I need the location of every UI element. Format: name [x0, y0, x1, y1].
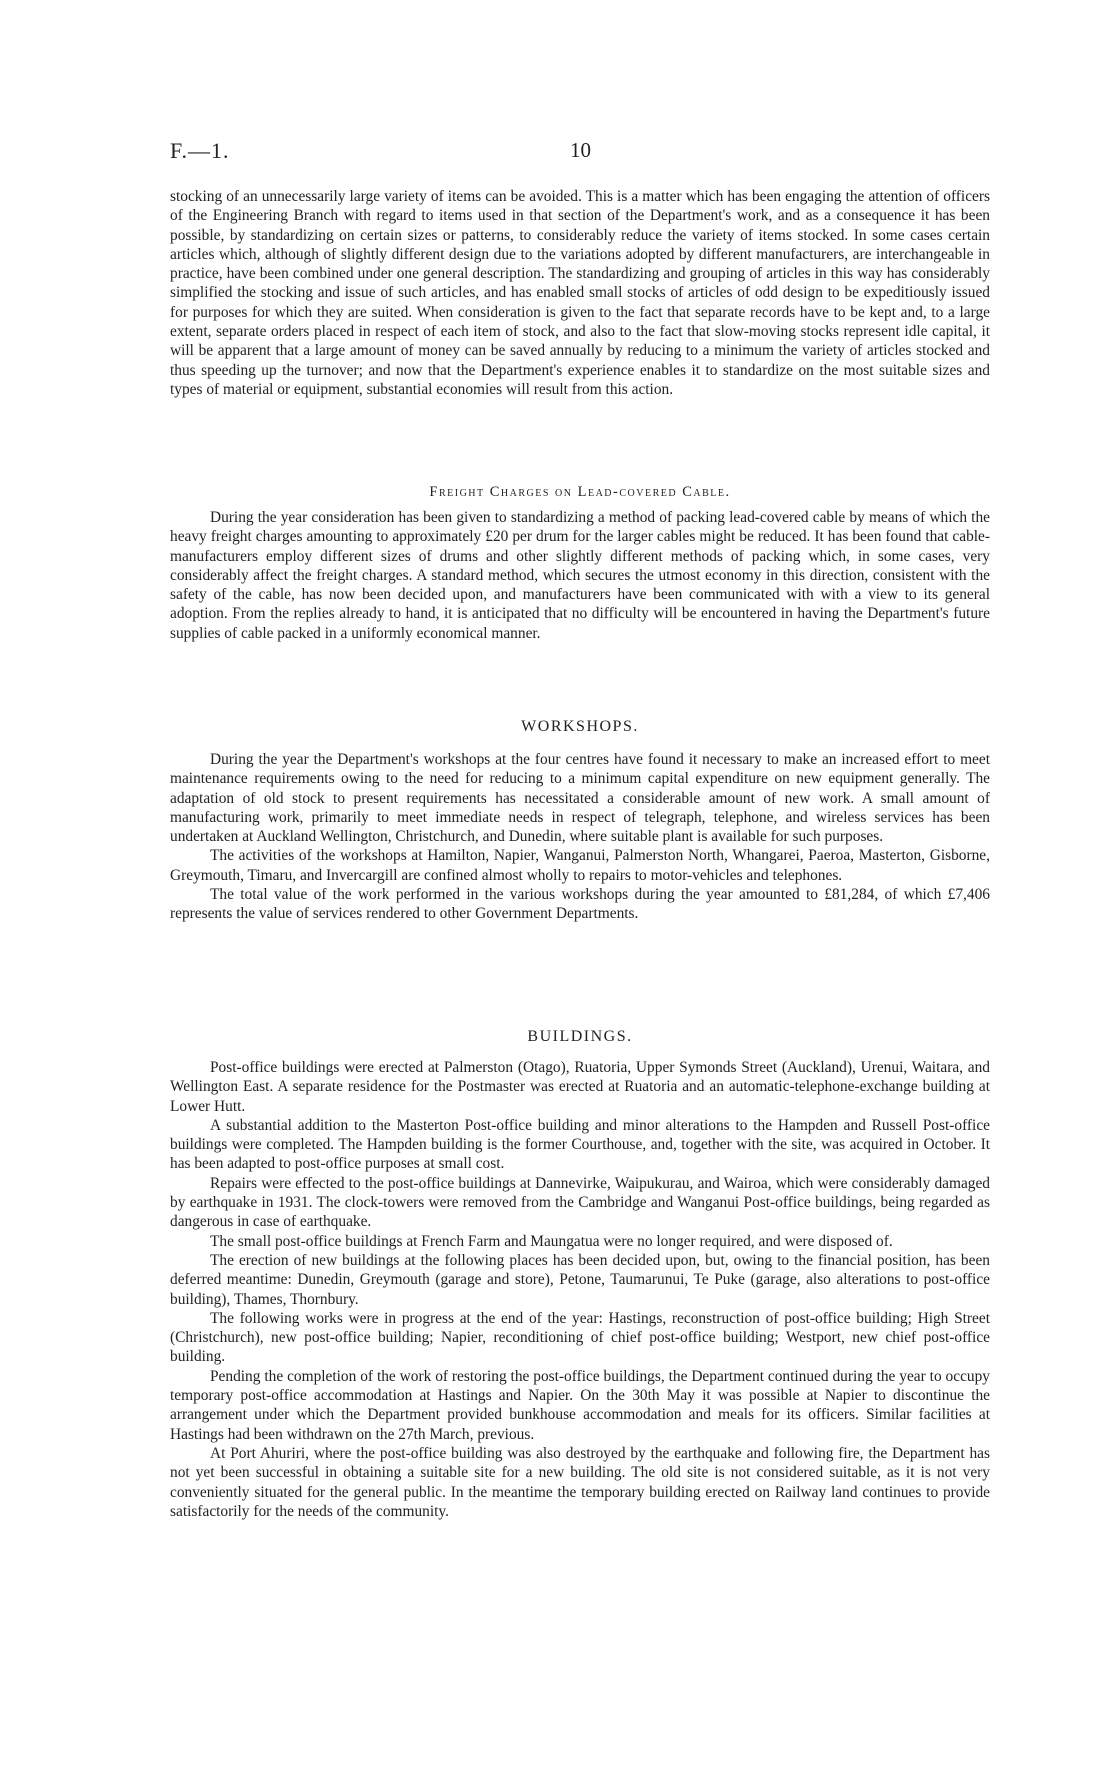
buildings-heading: BUILDINGS.: [527, 1028, 633, 1045]
buildings-paragraph: The small post-office buildings at French Farm and Maungatua were no longer required, and were disposed of.: [210, 1232, 893, 1250]
workshops-section: [170, 750, 990, 924]
buildings-paragraph: Repairs were effected to the post-office buildings at Dannevirke, Waipukurau, and Wairoa, which were considerably damaged by earthquake in 1931. The clock-towers were removed from the Cambridge and Wanganui Post-office buildings, being regarded as dangerous in case of earthquake.: [170, 1174, 990, 1231]
freight-paragraph: During the year consideration has been given to standardizing a method of packing lead-covered cable by means of which the heavy freight charges amounting to approximately £20 per drum for the larger cables might be reduced. It has been found that cable-manufacturers employ different sizes of drums and other slightly different methods of packing which, in some cases, very considerably affect the freight charges. A standard method, which secures the utmost economy in this direction, consistent with the safety of the cable, has now been decided upon, and manufacturers have been communicated with with a view to its general adoption. From the replies already to hand, it is anticipated that no difficulty will be encountered in having the Department's future supplies of cable packed in a uniformly economical manner.: [170, 509, 990, 642]
buildings-paragraph: A substantial addition to the Masterton Post-office building and minor alterations to the Hampden and Russell Post-office buildings were completed. The Hampden building is the former Courthouse, and, together with the site, was acquired in October. It has been adapted to post-office purposes at small cost.: [170, 1116, 990, 1173]
buildings-paragraph: The following works were in progress at the end of the year: Hastings, reconstruction of post-office building; High Street (Christchurch), new post-office building; Napier, reconditioning of chief post-office building; Westport, new chief post-office building.: [170, 1309, 990, 1366]
intro-paragraph: stocking of an unnecessarily large variety of items can be avoided. This is a matter which has been engaging the attention of officers of the Engineering Branch with regard to items used in that section of the Department's work, and as a consequence it has been possible, by standardizing on certain sizes or patterns, to considerably reduce the variety of items stocked. In some cases certain articles which, although of slightly different design due to the variations adopted by different manufacturers, are interchangeable in practice, have been combined under one general description. The standardizing and grouping of articles in this way has considerably simplified the stocking and issue of such articles, and has enabled small stocks of articles of odd design to be expeditiously issued for purposes for which they are suited. When consideration is given to the fact that separate records have to be kept and, to a large extent, separate orders placed in respect of each item of stock, and also to the fact that slow-moving stocks represent idle capital, it will be apparent that a large amount of money can be saved annually by reducing to a minimum the variety of articles stocked and thus speeding up the turnover; and now that the Department's experience enables it to standardize on the most suitable sizes and types of material or equipment, substantial economies will result from this action.: [170, 188, 990, 398]
page-header: [170, 138, 990, 168]
document-code: F.—1.: [170, 138, 230, 163]
workshops-heading: WORKSHOPS.: [521, 718, 639, 735]
buildings-paragraph: Post-office buildings were erected at Palmerston (Otago), Ruatoria, Upper Symonds Street (Auckland), Urenui, Waitara, and Wellington East. A separate residence for the Postmaster was erected at Ruatoria and an automatic-telephone-exchange building at Lower Hutt.: [170, 1059, 990, 1115]
workshops-paragraph: During the year the Department's workshops at the four centres have found it necessary to make an increased effort to meet maintenance requirements owing to the need for reducing to a minimum capital expenditure on new equipment generally. The adaptation of old stock to present requirements has necessitated a considerable amount of new work. A small amount of manufacturing work, primarily to meet immediate needs in respect of telegraph, telephone, and wireless services has been undertaken at Auckland Wellington, Christchurch, and Dunedin, where suitable plant is available for such purposes.: [170, 751, 990, 846]
intro-section: [170, 187, 990, 399]
buildings-section: [170, 1058, 990, 1521]
freight-heading: Freight Charges on Lead-covered Cable.: [429, 484, 731, 500]
workshops-paragraph: The total value of the work performed in the various workshops during the year amounted to £81,284, of which £7,406 represents the value of services rendered to other Government Departments.: [170, 886, 990, 923]
buildings-paragraph: Pending the completion of the work of restoring the post-office buildings, the Department continued during the year to occupy temporary post-office accommodation at Hastings and Napier. On the 30th May it was possible at Napier to discontinue the arrangement under which the Department provided bunkhouse accommodation and meals for its officers. Similar facilities at Hastings had been withdrawn on the 27th March, previous.: [170, 1367, 990, 1443]
freight-section: [170, 508, 990, 643]
workshops-paragraph: The activities of the workshops at Hamilton, Napier, Wanganui, Palmerston North, Whangarei, Paeroa, Masterton, Gisborne, Greymouth, Timaru, and Invercargill are confined almost wholly to repairs to motor-vehicles and telephones.: [170, 847, 990, 884]
buildings-paragraph: The erection of new buildings at the following places has been decided upon, but, owing to the financial position, has been deferred meantime: Dunedin, Greymouth (garage and store), Petone, Taumarunui, Te Puke (garage, also alterations to post-office building), Thames, Thornbury.: [170, 1251, 990, 1308]
page-number: 10: [570, 138, 591, 162]
buildings-paragraph: At Port Ahuriri, where the post-office building was also destroyed by the earthquake and following fire, the Department has not yet been successful in obtaining a suitable site for a new building. The old site is not considered suitable, as it is not very conveniently situated for the general public. In the meantime the temporary building erected on Railway land continues to provide satisfactorily for the needs of the community.: [170, 1444, 990, 1520]
